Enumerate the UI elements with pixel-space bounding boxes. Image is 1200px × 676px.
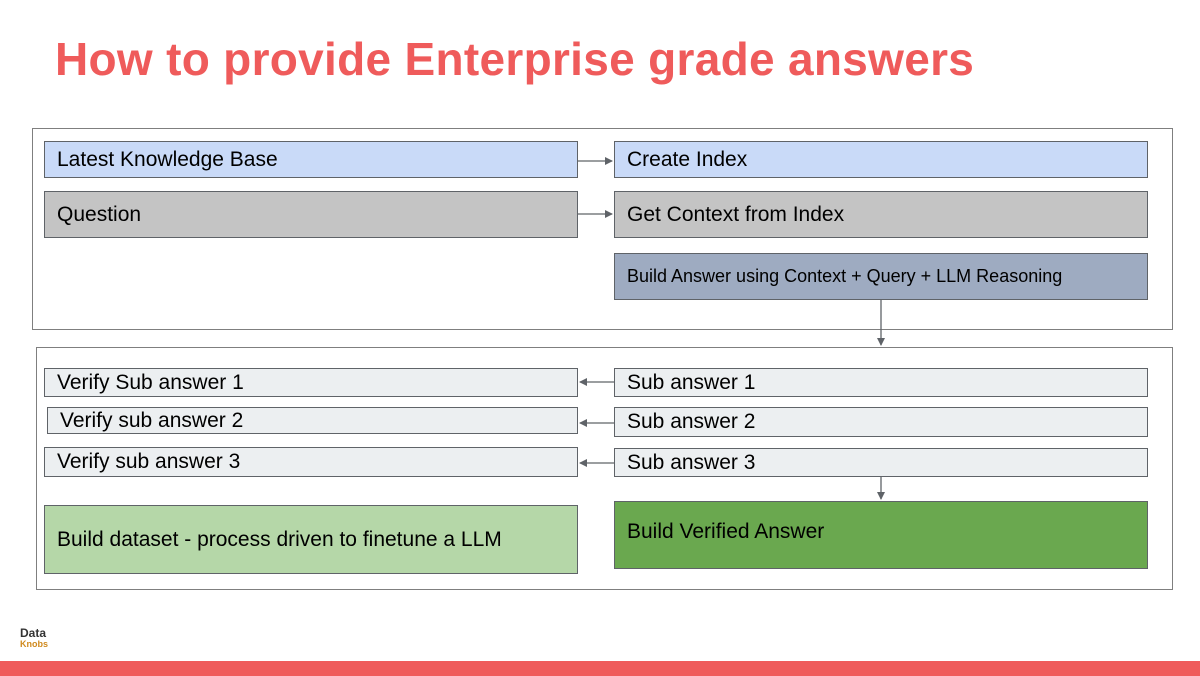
verify-sub-answer-1-box: Verify Sub answer 1 <box>44 368 578 397</box>
verify-sub-answer-3-box: Verify sub answer 3 <box>44 447 578 477</box>
verify-sub-answer-2-box: Verify sub answer 2 <box>47 407 578 434</box>
build-dataset-box: Build dataset - process driven to finetune a LLM <box>44 505 578 574</box>
bottom-accent-bar <box>0 661 1200 676</box>
sub-answer-2-box: Sub answer 2 <box>614 407 1148 437</box>
build-verified-answer-box: Build Verified Answer <box>614 501 1148 569</box>
sub-answer-3-box: Sub answer 3 <box>614 448 1148 477</box>
sub-answer-1-box: Sub answer 1 <box>614 368 1148 397</box>
page-title: How to provide Enterprise grade answers <box>55 33 975 85</box>
build-answer-box: Build Answer using Context + Query + LLM Reasoning <box>614 253 1148 300</box>
logo-line-1: Data <box>20 626 47 640</box>
data-knobs-logo <box>20 628 60 652</box>
latest-knowledge-base-box: Latest Knowledge Base <box>44 141 578 178</box>
logo-line-2: Knobs <box>20 639 48 649</box>
question-box: Question <box>44 191 578 238</box>
get-context-box: Get Context from Index <box>614 191 1148 238</box>
create-index-box: Create Index <box>614 141 1148 178</box>
